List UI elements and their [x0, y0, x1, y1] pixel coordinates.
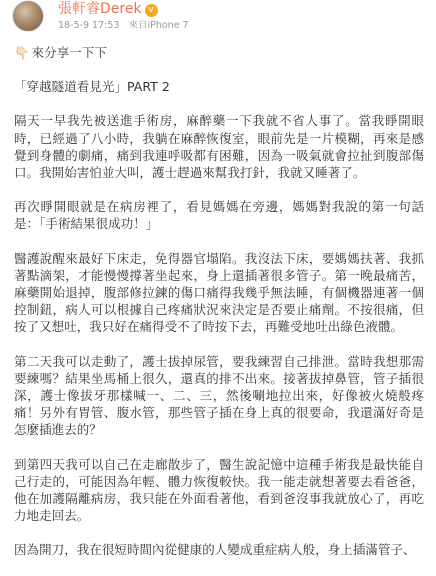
- paragraph: 因為開刀，我在很短時間內從健康的人變成重症病人般，身上插滿管子、: [14, 542, 416, 558]
- post-meta: [58, 19, 189, 32]
- post-content: [14, 44, 424, 559]
- paragraph: 第二天我可以走動了，護士拔掉尿管，要我練習自己排泄。當時我想那需要練嗎？結果坐馬桶上很久，還真的排不出來。接著拔掉鼻管，管子插很深，護士像拔牙那樣喊一、二、三，然後唰地拉出來，好像被火燒般疼痛！另外有胃管、腹水管，那些管子插在身上真的很要命，我還滿好奇是怎麼插進去的？: [14, 353, 424, 438]
- verified-badge-icon: v: [145, 4, 158, 17]
- post-header: [14, 0, 424, 40]
- post-intro: [14, 44, 424, 61]
- intro-text: 來分享一下下: [31, 45, 107, 60]
- post-time: 18-5-9 17:53: [58, 20, 120, 31]
- avatar[interactable]: [12, 0, 44, 32]
- paragraph: 醫護說醒來最好下床走，免得器官塌陷。我沒法下床，要媽媽扶著、我抓著點滴架，才能慢慢撐著坐起來，身上還插著很多管子。第一晚最痛苦，麻藥開始退掉，腹部修拉鍊的傷口痛得我幾乎無法睡，有個機器連著一個控制鈕，病人可以根據自己疼痛狀況來決定是否要止痛劑。不按很痛，但按了又想吐，我只好在痛得受不了時按下去，再難受地吐出綠色液體。: [14, 250, 424, 335]
- paragraph: 再次睜開眼就是在病房裡了，看見媽媽在旁邊，媽媽對我說的第一句話是：「手術結果很成功！」: [14, 199, 424, 232]
- paragraph: 到第四天我可以自己在走廊散步了，醫生說記憶中這種手術我是最快能自己行走的，可能因為年輕、體力恢復較快。我一能走就想著要去看爸爸，他在加護隔離病房，我只能在外面看著他，看到爸沒事我就放心了，再吃力地走回去。: [14, 456, 424, 524]
- author-name-row: [58, 0, 158, 18]
- author-name[interactable]: 張軒睿Derek: [58, 1, 142, 17]
- pointing-down-icon: 👇🏻: [14, 45, 30, 60]
- paragraph: 隔天一早我先被送進手術房，麻醉藥一下我就不省人事了。當我睜開眼時，已經過了八小時，我躺在麻醉恢復室，眼前先是一片模糊，再來是感覺到身體的劇痛，痛到我連呼吸都有困難，因為一吸氣就會拉扯到腹部傷口。我開始害怕並大叫，護士趕過來幫我打針，我就又睡著了。: [14, 113, 424, 181]
- post-title: 「穿越隧道看見光」PART 2: [14, 79, 170, 95]
- post-source: 來自iPhone 7: [128, 20, 189, 31]
